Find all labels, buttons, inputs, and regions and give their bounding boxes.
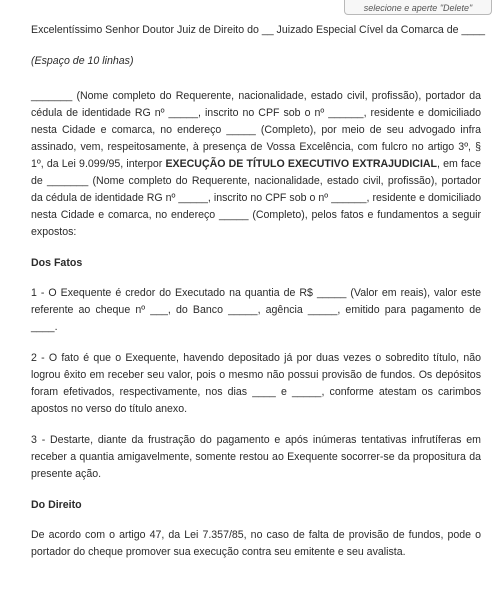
delete-hint-box [344,0,492,15]
qualification-part2: , em face de _______ (Nome completo do Requerente, nacionalidade, estado civil, profissão), portador da cédula de identidade RG nº _____, inscrito no CPF sob o nº ______, residente e domiciliado nesta Cidade e comarca, no endereço _____ (Completo), pelos fatos e fundamentos a seguir expostos: [31,158,481,238]
petition-document [31,22,486,561]
law-heading: Do Direito [31,499,82,511]
facts-heading: Dos Fatos [31,257,83,269]
delete-hint-text: selecione e aperte "Delete" [363,3,473,13]
fact-paragraph-3: 3 - Destarte, diante da frustração do pagamento e após inúmeras tentativas infrutíferas em receber a quantia amigavelmente, somente restou ao Exequente socorrer-se da propositura da presente ação. [31,434,481,480]
addressee-line: Excelentíssimo Senhor Doutor Juiz de Direito do __ Juizado Especial Cível da Comarca de ____ [31,24,486,36]
law-paragraph-1: De acordo com o artigo 47, da Lei 7.357/85, no caso de falta de provisão de fundos, pode o portador do cheque promover sua execução contra seu emitente e seu avalista. [31,529,481,558]
space-note [31,53,481,70]
space-note-text: (Espaço de 10 linhas) [31,55,134,67]
fact-paragraph-1: 1 - O Exequente é credor do Executado na quantia de R$ _____ (Valor em reais), valor este referente ao cheque nº ___, do Banco _____, agência _____, emitido para pagamento de ____. [31,287,481,333]
qualification-paragraph [31,88,481,241]
action-title: EXECUÇÃO DE TÍTULO EXECUTIVO EXTRAJUDICIAL [165,158,438,170]
fact-paragraph-2: 2 - O fato é que o Exequente, havendo depositado já por duas vezes o sobredito título, não logrou êxito em receber seu valor, pois o mesmo não possui provisão de fundos. Os depósitos foram efetivados, respectivamente, nos dias ____ e _____, conforme atestam os carimbos apostos no verso do título anexo. [31,352,481,415]
qualification-part1: _______ (Nome completo do Requerente, nacionalidade, estado civil, profissão), portador da cédula de identidade RG nº _____, inscrito no CPF sob o nº ______, residente e domiciliado nesta Cidade e comarca, no endereço _____ (Completo), por meio de seu advogado infra assinado, vem, respeitosamente, à presença de Vossa Excelência, com fulcro no artigo 3º, § 1º, da Lei 9.099/95, interpor [31,90,481,170]
